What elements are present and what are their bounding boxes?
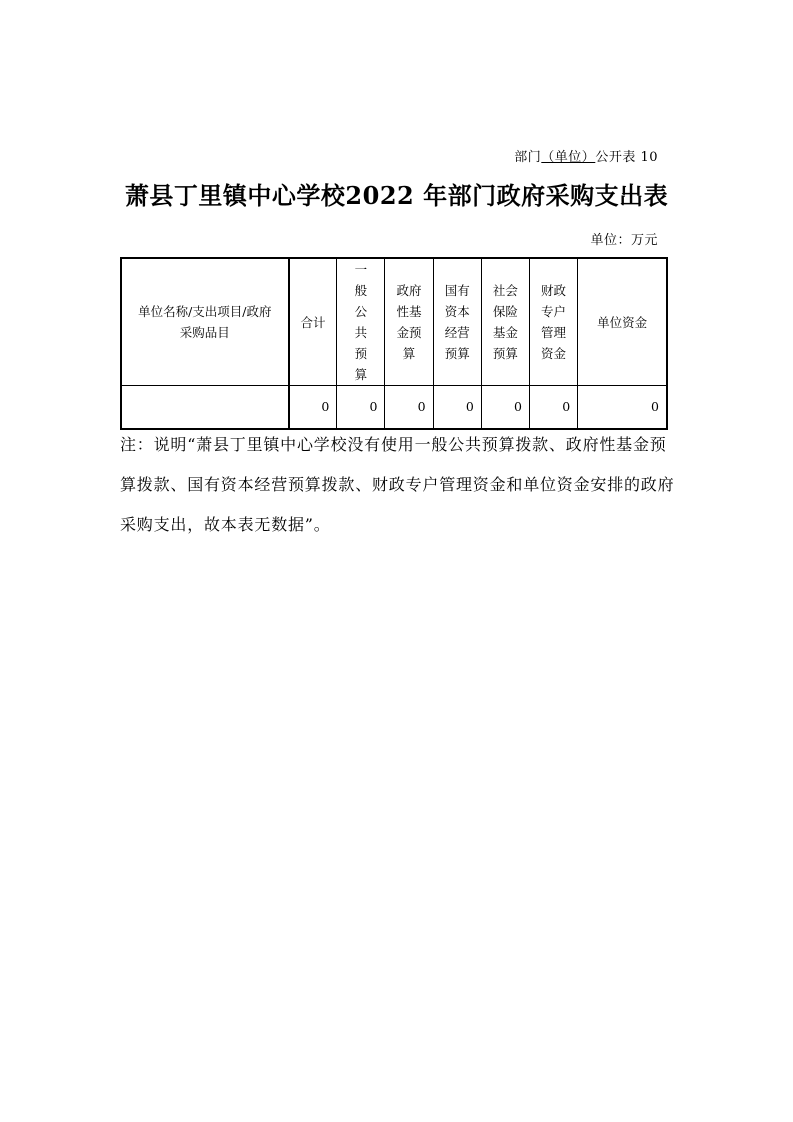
col-header-fund-budget: 政府性基金预算	[385, 258, 433, 386]
col-header-general-budget: 一般公共预算	[337, 258, 385, 386]
table-header-row	[121, 258, 667, 386]
col-header-unit-funds: 单位资金	[578, 258, 667, 386]
table-row	[121, 386, 667, 429]
col-header-social-insurance: 社会保险基金预算	[481, 258, 529, 386]
unit-label: 单位：万元	[590, 233, 658, 248]
page-title: 萧县丁里镇中心学校2022 年部门政府采购支出表	[124, 181, 669, 210]
footnote: 注：说明“萧县丁里镇中心学校没有使用一般公共预算拨款、政府性基金预算拨款、国有资本经营预算拨款、财政专户管理资金和单位资金安排的政府采购支出，故本表无数据”。	[120, 435, 675, 534]
cell-special-account: 0	[529, 386, 577, 429]
cell-unit-funds: 0	[578, 386, 667, 429]
form-unit: （单位）	[541, 150, 596, 165]
col-header-total: 合计	[289, 258, 337, 386]
form-suffix: 公开表 10	[595, 150, 658, 165]
col-header-name: 单位名称/支出项目/政府采购品目	[121, 258, 289, 386]
cell-total: 0	[289, 386, 337, 429]
col-header-special-account: 财政专户管理资金	[529, 258, 577, 386]
cell-state-capital: 0	[433, 386, 481, 429]
col-header-state-capital: 国有资本经营预算	[433, 258, 481, 386]
cell-fund-budget: 0	[385, 386, 433, 429]
cell-social-insurance: 0	[481, 386, 529, 429]
procurement-table	[120, 257, 668, 430]
cell-name	[121, 386, 289, 429]
form-number	[514, 146, 658, 165]
form-prefix: 部门	[514, 150, 542, 165]
cell-general-budget: 0	[337, 386, 385, 429]
